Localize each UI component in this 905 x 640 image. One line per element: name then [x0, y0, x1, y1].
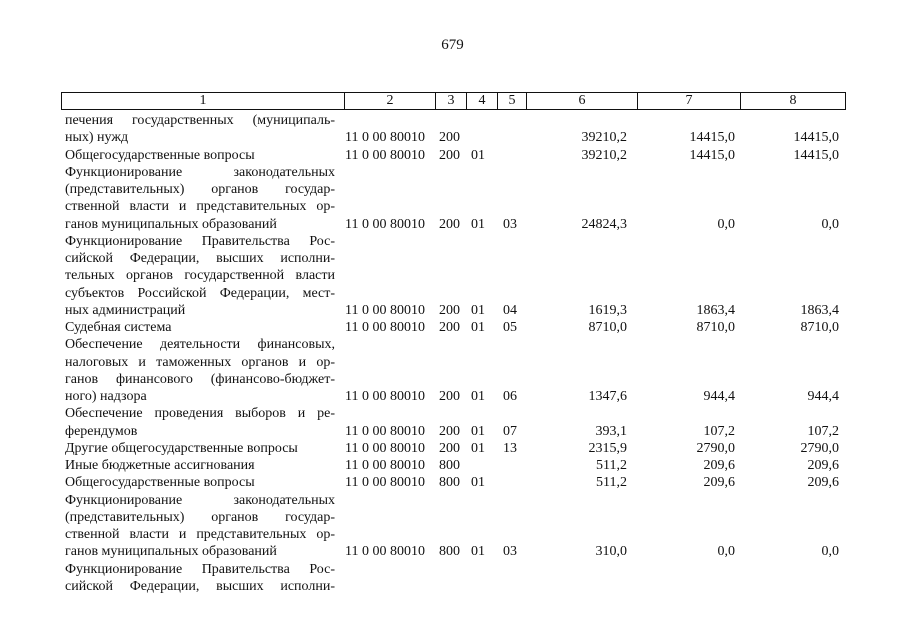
col-header-6: 6	[527, 93, 638, 110]
table-row	[61, 112, 851, 129]
target-article-code: 11 0 00 80010	[345, 458, 425, 473]
table-row	[61, 198, 851, 215]
subsection-code: 05	[503, 320, 517, 335]
amount-col-6: 511,2	[596, 458, 627, 473]
target-article-code: 11 0 00 80010	[345, 544, 425, 560]
amount-col-7: 1863,4	[696, 302, 735, 318]
row-label: налоговых и таможенных органов и ор-	[65, 354, 335, 370]
row-label: Обеспечение деятельности финансовых,	[65, 337, 335, 353]
amount-col-8: 14415,0	[793, 147, 839, 163]
amount-col-6: 39210,2	[581, 130, 627, 146]
section-code: 01	[471, 320, 485, 335]
row-label: Другие общегосударственные вопросы	[65, 440, 298, 456]
amount-col-8: 944,4	[807, 389, 839, 404]
row-label: ных администраций	[65, 302, 186, 318]
amount-col-6: 1619,3	[588, 302, 627, 318]
col-header-5: 5	[498, 93, 527, 110]
row-label: ферендумов	[65, 423, 138, 439]
budget-table-body	[61, 112, 851, 595]
expense-type-code: 200	[439, 147, 460, 163]
table-row	[61, 492, 851, 509]
table-row	[61, 233, 851, 250]
amount-col-8: 1863,4	[800, 302, 839, 318]
row-label: Функционирование законодательных	[65, 164, 335, 180]
row-label: субъектов Российской Федерации, мест-	[65, 285, 335, 301]
row-label: Функционирование Правительства Рос-	[65, 233, 335, 249]
table-row	[61, 250, 851, 267]
target-article-code: 11 0 00 80010	[345, 216, 425, 232]
table-row	[61, 440, 851, 457]
target-article-code: 11 0 00 80010	[345, 475, 425, 491]
target-article-code: 11 0 00 80010	[345, 423, 425, 439]
amount-col-6: 511,2	[596, 475, 627, 491]
row-label: Судебная система	[65, 320, 172, 335]
row-label: ного) надзора	[65, 389, 147, 404]
table-row	[61, 405, 851, 422]
row-label: (представительных) органов государ-	[65, 509, 335, 525]
target-article-code: 11 0 00 80010	[345, 302, 425, 318]
table-row	[61, 147, 851, 164]
expense-type-code: 200	[439, 389, 460, 404]
amount-col-6: 393,1	[595, 423, 627, 439]
row-label: ганов финансового (финансово-бюджет-	[65, 371, 335, 387]
subsection-code: 04	[503, 302, 517, 318]
col-header-8: 8	[741, 93, 846, 110]
table-row	[61, 181, 851, 198]
section-code: 01	[471, 147, 485, 163]
row-label: печения государственных (муниципаль-	[65, 113, 335, 128]
amount-col-8: 107,2	[807, 423, 839, 439]
amount-col-7: 209,6	[703, 475, 735, 491]
subsection-code: 03	[503, 216, 517, 232]
expense-type-code: 200	[439, 216, 460, 232]
target-article-code: 11 0 00 80010	[345, 389, 425, 404]
row-label: ганов муниципальных образований	[65, 544, 277, 560]
table-row	[61, 474, 851, 491]
col-header-2: 2	[345, 93, 436, 110]
table-row	[61, 509, 851, 526]
section-code: 01	[471, 475, 485, 491]
amount-col-8: 0,0	[821, 544, 839, 560]
section-code: 01	[471, 544, 485, 560]
amount-col-7: 944,4	[703, 389, 735, 404]
row-label: ственной власти и представительных ор-	[65, 199, 335, 215]
target-article-code: 11 0 00 80010	[345, 147, 425, 163]
row-label: сийской Федерации, высших исполни-	[65, 251, 335, 266]
row-label: тельных органов государственной власти	[65, 268, 335, 284]
expense-type-code: 200	[439, 440, 460, 456]
row-label: Иные бюджетные ассигнования	[65, 458, 255, 473]
amount-col-7: 107,2	[703, 423, 735, 439]
table-row	[61, 526, 851, 543]
amount-col-8: 0,0	[821, 216, 839, 232]
amount-col-7: 2790,0	[696, 440, 735, 456]
row-label: ных) нужд	[65, 130, 129, 146]
amount-col-8: 209,6	[807, 475, 839, 491]
amount-col-7: 0,0	[717, 216, 735, 232]
expense-type-code: 800	[439, 458, 460, 473]
section-code: 01	[471, 389, 485, 404]
amount-col-7: 209,6	[703, 458, 735, 473]
table-row	[61, 216, 851, 233]
expense-type-code: 200	[439, 302, 460, 318]
expense-type-code: 800	[439, 544, 460, 560]
section-code: 01	[471, 440, 485, 456]
column-header-row	[62, 93, 846, 110]
row-label: Обеспечение проведения выборов и ре-	[65, 406, 335, 422]
table-row	[61, 457, 851, 474]
col-header-1: 1	[62, 93, 345, 110]
section-code: 01	[471, 423, 485, 439]
row-label: ганов муниципальных образований	[65, 216, 277, 232]
section-code: 01	[471, 302, 485, 318]
target-article-code: 11 0 00 80010	[345, 130, 425, 146]
table-row	[61, 285, 851, 302]
subsection-code: 03	[503, 544, 517, 560]
amount-col-6: 24824,3	[581, 216, 627, 232]
row-label: Общегосударственные вопросы	[65, 475, 255, 491]
table-row	[61, 336, 851, 353]
table-row	[61, 578, 851, 595]
amount-col-6: 8710,0	[588, 320, 627, 335]
column-header-table	[61, 92, 846, 110]
amount-col-8: 14415,0	[793, 130, 839, 146]
amount-col-6: 2315,9	[588, 440, 627, 456]
amount-col-7: 14415,0	[689, 130, 735, 146]
section-code: 01	[471, 216, 485, 232]
row-label: сийской Федерации, высших исполни-	[65, 578, 335, 594]
col-header-4: 4	[467, 93, 498, 110]
row-label: Функционирование Правительства Рос-	[65, 561, 335, 577]
amount-col-7: 8710,0	[696, 320, 735, 335]
amount-col-6: 310,0	[595, 544, 627, 560]
amount-col-7: 14415,0	[689, 147, 735, 163]
amount-col-8: 209,6	[807, 458, 839, 473]
table-row	[61, 354, 851, 371]
expense-type-code: 200	[439, 423, 460, 439]
row-label: ственной власти и представительных ор-	[65, 527, 335, 542]
table-row	[61, 129, 851, 146]
row-label: Функционирование законодательных	[65, 492, 335, 508]
expense-type-code: 800	[439, 475, 460, 491]
page-number: 679	[441, 37, 464, 53]
subsection-code: 07	[503, 423, 517, 439]
amount-col-6: 1347,6	[588, 389, 627, 404]
target-article-code: 11 0 00 80010	[345, 320, 425, 335]
amount-col-8: 8710,0	[800, 320, 839, 335]
expense-type-code: 200	[439, 130, 460, 146]
amount-col-8: 2790,0	[800, 440, 839, 456]
table-row	[61, 302, 851, 319]
row-label: Общегосударственные вопросы	[65, 147, 255, 163]
table-row	[61, 561, 851, 578]
col-header-7: 7	[638, 93, 741, 110]
table-row	[61, 423, 851, 440]
table-row	[61, 371, 851, 388]
table-row	[61, 543, 851, 560]
amount-col-6: 39210,2	[581, 147, 627, 163]
table-row	[61, 388, 851, 405]
col-header-3: 3	[436, 93, 467, 110]
subsection-code: 06	[503, 389, 517, 404]
table-row	[61, 267, 851, 284]
row-label: (представительных) органов государ-	[65, 182, 335, 197]
subsection-code: 13	[503, 440, 517, 456]
expense-type-code: 200	[439, 320, 460, 335]
amount-col-7: 0,0	[717, 544, 735, 560]
table-row	[61, 319, 851, 336]
target-article-code: 11 0 00 80010	[345, 440, 425, 456]
table-row	[61, 164, 851, 181]
